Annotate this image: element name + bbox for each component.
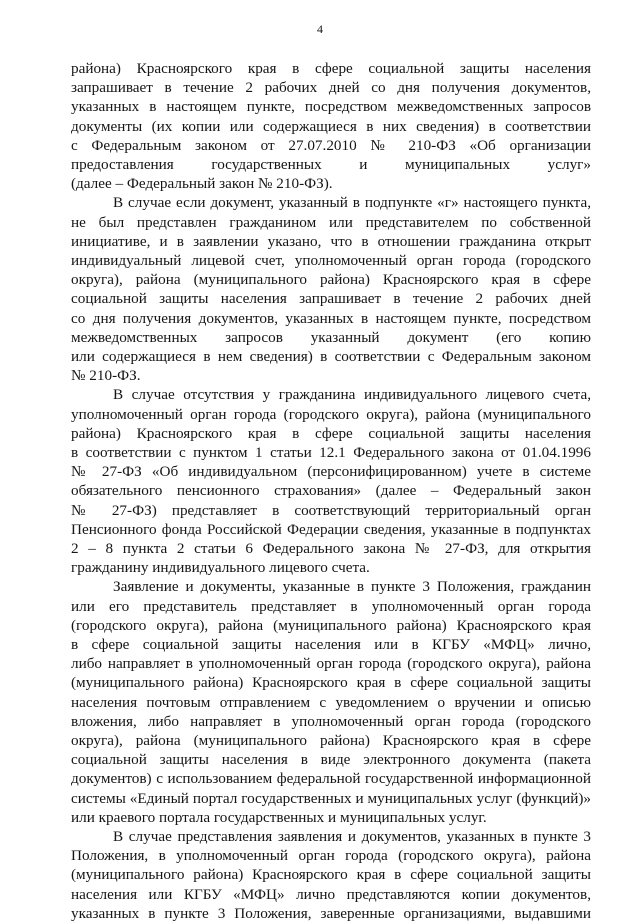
text-line: социальной защиты населения в виде электронного документа (пакета <box>71 751 591 769</box>
paragraph-first-line: В случае отсутствия у гражданина индивидуального лицевого счета, <box>113 386 591 404</box>
text-line: в соответствии с пунктом 1 статьи 12.1 Федерального закона от 01.04.1996 <box>71 444 591 461</box>
text-line: запрашивает в течение 2 рабочих дней со дня получения документов, <box>71 79 591 97</box>
paragraph-first-line: В случае если документ, указанный в подпункте «г» настоящего пункта, <box>113 194 591 212</box>
text-line: округа), района (муниципального района) Красноярского края в сфере <box>71 732 591 749</box>
text-line: социальной защиты населения запрашивает в течение 2 рабочих дней <box>71 290 591 308</box>
paragraph-first-line: Заявление и документы, указанные в пункте 3 Положения, гражданин <box>113 578 591 596</box>
text-line: межведомственных запросов указанный документ (его копию <box>71 328 591 346</box>
text-line: 2 – 8 пункта 2 статьи 6 Федерального закона № 27-ФЗ, для открытия <box>71 540 591 557</box>
text-line: с Федеральным законом от 27.07.2010 № 210-ФЗ «Об организации <box>71 136 591 154</box>
text-line: вложения, либо направляет в уполномоченный орган города (городского <box>71 712 591 730</box>
text-line: района) Красноярского края в сфере социальной защиты населения <box>71 424 591 442</box>
text-line: уполномоченный орган города (городского округа), района (муниципального <box>71 405 591 423</box>
paragraph-first-line: В случае представления заявления и документов, указанных в пункте 3 <box>113 828 591 845</box>
text-line: либо направляет в уполномоченный орган города (городского округа), района <box>71 655 591 673</box>
text-line: инициативе, и в заявлении указано, что в отношении гражданина открыт <box>71 232 591 250</box>
text-line: указанных в настоящем пункте, посредством межведомственных запросов <box>71 98 591 116</box>
text-line: указанных в пункте 3 Положения, заверенные организациями, выдавшими <box>71 904 591 922</box>
text-line: гражданину индивидуального лицевого счета. <box>71 559 370 577</box>
text-line: документы (их копии или содержащиеся в них сведения) в соответствии <box>71 117 591 135</box>
text-line: (далее – Федеральный закон № 210-ФЗ). <box>71 175 333 193</box>
text-line: Положения, в уполномоченный орган города (городского округа), района <box>71 847 591 865</box>
text-line: населения или КГБУ «МФЦ» лично представляются копии документов, <box>71 885 591 903</box>
text-line: обязательного пенсионного страхования» (далее – Федеральный закон <box>71 482 591 500</box>
text-line: в сфере социальной защиты населения или в КГБУ «МФЦ» лично, <box>71 636 591 653</box>
text-line: № 210-ФЗ. <box>71 367 141 385</box>
text-line: или краевого портала государственных и муниципальных услуг. <box>71 808 487 826</box>
text-line: населения почтовым отправлением с уведомлением о вручении и описью <box>71 693 591 711</box>
text-line: Пенсионного фонда Российской Федерации сведения, указанные в подпунктах <box>71 520 591 538</box>
text-line: № 27-ФЗ) представляет в соответствующий территориальный орган <box>71 501 591 519</box>
text-line: округа), района (муниципального района) Красноярского края в сфере <box>71 271 591 289</box>
text-line: индивидуальный лицевой счет, уполномоченный орган города (городского <box>71 252 591 269</box>
page-number: 4 <box>317 22 323 36</box>
text-line: или его представитель представляет в уполномоченный орган города <box>71 597 591 615</box>
text-line: (муниципального района) Красноярского края в сфере социальной защиты <box>71 866 591 884</box>
text-line: (муниципального района) Красноярского края в сфере социальной защиты <box>71 674 591 692</box>
text-line: не был представлен гражданином или представителем по собственной <box>71 213 591 231</box>
text-line: № 27-ФЗ «Об индивидуальном (персонифицированном) учете в системе <box>71 463 591 481</box>
text-line: (городского округа), района (муниципального района) Красноярского края <box>71 616 591 634</box>
text-line: района) Красноярского края в сфере социальной защиты населения <box>71 60 591 77</box>
text-line: со дня получения документов, указанных в настоящем пункте, посредством <box>71 309 591 327</box>
text-line: системы «Единый портал государственных и муниципальных услуг (функций)» <box>71 789 591 807</box>
text-line: или содержащиеся в нем сведения) в соответствии с Федеральным законом <box>71 348 591 365</box>
text-line: предоставления государственных и муниципальных услуг» <box>71 156 591 173</box>
text-line: документов) с использованием федеральной государственной информационной <box>71 770 591 788</box>
